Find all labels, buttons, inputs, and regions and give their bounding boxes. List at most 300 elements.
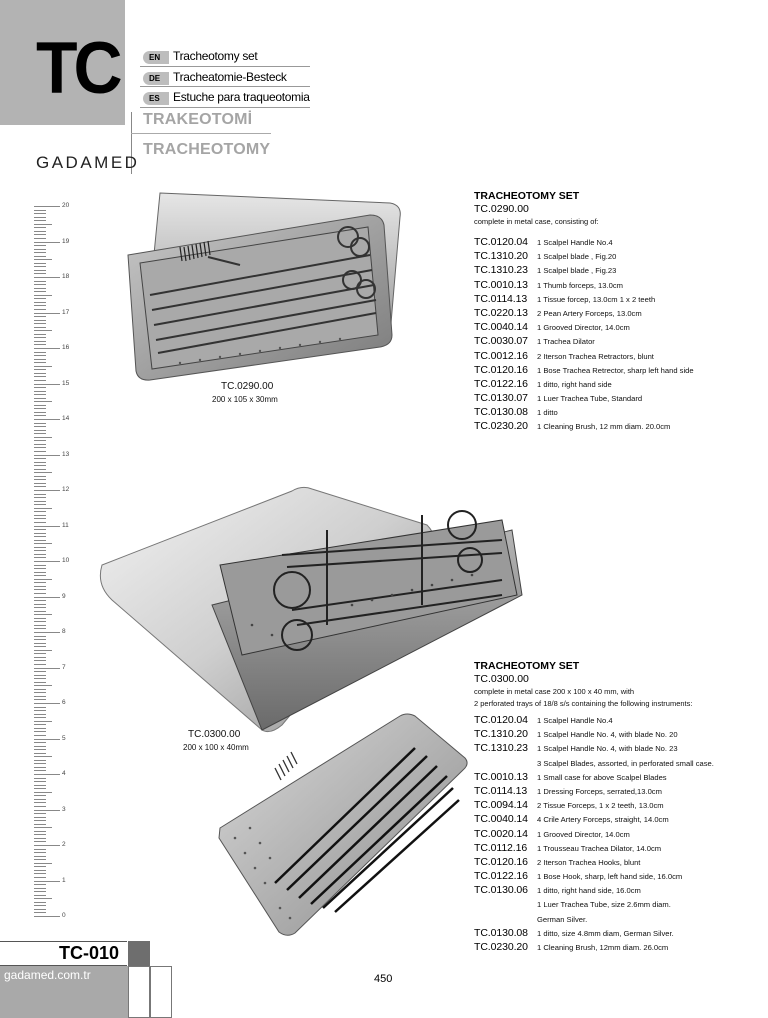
ruler-tick	[34, 533, 46, 534]
product-image-tray	[215, 708, 470, 938]
language-row-en	[140, 46, 310, 67]
ruler-tick	[34, 817, 46, 818]
ruler-tick	[34, 792, 52, 793]
website-url[interactable]: gadamed.com.tr	[4, 968, 91, 982]
list-item	[474, 728, 764, 742]
ruler-tick	[34, 298, 46, 299]
ruler-tick	[34, 891, 46, 892]
ruler-label: 17	[62, 308, 70, 316]
ruler-tick	[34, 263, 46, 264]
item-code: TC.0010.13	[474, 770, 528, 783]
ruler-tick	[34, 568, 46, 569]
item-code: TC.0012.16	[474, 349, 528, 362]
list-item	[474, 757, 764, 771]
ruler-tick	[34, 391, 46, 392]
ruler-tick	[34, 547, 46, 548]
list-item	[474, 406, 764, 420]
ruler-tick	[34, 685, 52, 686]
item-description: 1 Bose Hook, sharp, left hand side, 16.0cm	[537, 872, 683, 882]
ruler-tick	[34, 749, 46, 750]
ruler-label: 20	[62, 202, 70, 209]
ruler-tick	[34, 341, 46, 342]
ruler-tick	[34, 238, 46, 239]
list-item	[474, 927, 764, 941]
ruler-tick	[34, 305, 46, 306]
ruler-tick	[34, 270, 46, 271]
ruler-tick	[34, 660, 46, 661]
ruler-tick	[34, 646, 46, 647]
list-item	[474, 813, 764, 827]
list-item	[474, 392, 764, 406]
ruler-tick	[34, 625, 46, 626]
ruler-tick	[34, 746, 46, 747]
item-code: TC.0120.16	[474, 855, 528, 868]
ruler-tick	[34, 252, 46, 253]
ruler-tick	[34, 334, 46, 335]
item-description: 2 Tissue Forceps, 1 x 2 teeth, 13.0cm	[537, 801, 664, 811]
page-title-english: TRACHEOTOMY	[143, 141, 271, 158]
item-description: 1 Trachea Dilator	[537, 337, 595, 347]
item-description: 1 Bose Trachea Retrector, sharp left hand side	[537, 365, 694, 375]
ruler-tick	[34, 401, 52, 402]
ruler-tick	[34, 696, 46, 697]
ruler-tick	[34, 873, 46, 874]
item-description: 3 Scalpel Blades, assorted, in perforated small case.	[537, 758, 714, 768]
ruler-label: 11	[62, 521, 69, 529]
ruler-tick	[34, 486, 46, 487]
ruler-tick	[34, 355, 46, 356]
list-item	[474, 321, 764, 335]
product-image-tc-0290	[120, 185, 410, 385]
image-caption-code: TC.0290.00	[221, 381, 274, 392]
ruler-tick	[34, 344, 46, 345]
ruler-tick	[34, 405, 46, 406]
set-title: TRACHEOTOMY SET	[474, 190, 580, 202]
ruler-tick	[34, 469, 46, 470]
ruler-tick	[34, 213, 46, 214]
ruler-tick	[34, 742, 46, 743]
list-item	[474, 941, 764, 955]
page-number: 450	[374, 973, 393, 985]
item-list	[474, 236, 764, 435]
product-set-tc-0290	[474, 190, 764, 435]
ruler-tick	[34, 863, 52, 864]
item-description: 1 Scalpel blade , Fig.23	[537, 266, 617, 276]
ruler-tick	[34, 266, 46, 267]
ruler-tick	[34, 501, 46, 502]
ruler-tick	[34, 770, 46, 771]
code-block	[0, 0, 125, 125]
ruler-tick	[34, 636, 46, 637]
list-item	[474, 420, 764, 434]
ruler-tick	[34, 550, 46, 551]
item-description: 1 Luer Trachea Tube, size 2.6mm diam.	[537, 900, 671, 910]
item-code: TC.0122.16	[474, 377, 528, 390]
ruler-tick	[34, 699, 46, 700]
ruler-tick	[34, 572, 46, 573]
item-code: TC.0230.20	[474, 941, 528, 953]
item-description: 2 Pean Artery Forceps, 13.0cm	[537, 308, 642, 318]
item-code: TC.0040.14	[474, 813, 528, 826]
ruler-tick	[34, 582, 46, 583]
ruler-tick	[34, 650, 52, 651]
item-description: 1 Tissue forcep, 13.0cm 1 x 2 teeth	[537, 294, 656, 304]
ruler-tick	[34, 881, 60, 882]
product-set-tc-0300	[474, 660, 764, 955]
ruler-tick	[34, 682, 46, 683]
ruler-tick	[34, 728, 46, 729]
language-row-de	[140, 67, 310, 88]
list-item	[474, 307, 764, 321]
ruler-label: 2	[62, 841, 66, 848]
ruler-tick	[34, 494, 46, 495]
ruler-tick	[34, 281, 46, 282]
item-description: 1 Cleaning Brush, 12 mm diam. 20.0cm	[537, 422, 671, 432]
ruler-tick	[34, 511, 46, 512]
ruler-tick	[34, 348, 60, 349]
ruler-tick	[34, 806, 46, 807]
ruler-tick	[34, 781, 46, 782]
ruler-tick	[34, 369, 46, 370]
ruler-tick	[34, 678, 46, 679]
item-code: TC.1310.23	[474, 742, 528, 755]
ruler-tick	[34, 912, 46, 913]
list-item	[474, 771, 764, 785]
ruler-tick	[34, 284, 46, 285]
item-description: 1 Thumb forceps, 13.0cm	[537, 280, 623, 290]
ruler-tick	[34, 575, 46, 576]
set-code: TC.0290.00	[474, 203, 529, 215]
item-code: TC.0130.06	[474, 884, 528, 897]
list-item	[474, 842, 764, 856]
ruler-tick	[34, 831, 46, 832]
item-list	[474, 714, 764, 955]
item-description: 1 ditto, size 4.8mm diam, German Silver.	[537, 928, 674, 938]
ruler-tick	[34, 707, 46, 708]
ruler-tick	[34, 302, 46, 303]
ruler-tick	[34, 653, 46, 654]
ruler-tick	[34, 462, 46, 463]
ruler-tick	[34, 387, 46, 388]
ruler-tick	[34, 529, 46, 530]
ruler-tick	[34, 607, 46, 608]
page-title-turkish: TRAKEOTOMİ	[143, 111, 253, 128]
item-code: TC.1310.20	[474, 250, 528, 263]
ruler-tick	[34, 820, 46, 821]
ruler-tick	[34, 586, 46, 587]
item-code: TC.0040.14	[474, 321, 528, 334]
ruler-tick	[34, 753, 46, 754]
ruler-tick	[34, 557, 46, 558]
list-item	[474, 279, 764, 293]
ruler-tick	[34, 643, 46, 644]
ruler-tick	[34, 611, 46, 612]
ruler-tick	[34, 774, 60, 775]
measurement-ruler	[34, 202, 74, 926]
ruler-tick	[34, 323, 46, 324]
ruler-tick	[34, 909, 46, 910]
ruler-tick	[34, 320, 46, 321]
ruler-tick	[34, 277, 60, 278]
item-code: TC.0220.13	[474, 306, 528, 319]
ruler-tick	[34, 802, 46, 803]
item-code: TC.0010.13	[474, 278, 528, 291]
footer-decor	[128, 941, 150, 966]
ruler-tick	[34, 856, 46, 857]
ruler-tick	[34, 288, 46, 289]
item-code: TC.0122.16	[474, 870, 528, 883]
ruler-tick	[34, 621, 46, 622]
ruler-tick	[34, 483, 46, 484]
ruler-tick	[34, 884, 46, 885]
ruler-tick	[34, 376, 46, 377]
ruler-tick	[34, 841, 46, 842]
item-description: 1 Scalpel Handle No. 4, with blade No. 20	[537, 730, 678, 740]
ruler-tick	[34, 799, 46, 800]
ruler-tick	[34, 614, 52, 615]
ruler-tick	[34, 536, 46, 537]
ruler-tick	[34, 604, 46, 605]
item-description: 1 Luer Trachea Tube, Standard	[537, 394, 643, 404]
item-code: TC.0094.14	[474, 799, 528, 812]
ruler-tick	[34, 504, 46, 505]
item-code: TC.0120.16	[474, 363, 528, 376]
ruler-tick	[34, 316, 46, 317]
ruler-tick	[34, 838, 46, 839]
ruler-label: 5	[62, 734, 66, 742]
list-item	[474, 884, 764, 898]
language-text: Tracheatomie-Besteck	[173, 69, 287, 84]
ruler-tick	[34, 870, 46, 871]
ruler-label: 12	[62, 486, 70, 493]
ruler-tick	[34, 231, 46, 232]
ruler-tick	[34, 597, 60, 598]
ruler-tick	[34, 273, 46, 274]
ruler-tick	[34, 242, 60, 243]
ruler-tick	[34, 710, 46, 711]
ruler-tick	[34, 256, 46, 257]
image-caption-size: 200 x 105 x 30mm	[212, 395, 278, 404]
divider-horizontal	[131, 133, 271, 134]
item-description: 1 Dressing Forceps, serrated,13.0cm	[537, 786, 662, 796]
item-description: 2 Iterson Trachea Retractors, blunt	[537, 351, 654, 361]
ruler-label: 0	[62, 912, 66, 919]
language-tag: DE	[143, 72, 169, 85]
ruler-tick	[34, 632, 60, 633]
ruler-tick	[34, 735, 46, 736]
language-tag: ES	[143, 92, 169, 105]
ruler-tick	[34, 902, 46, 903]
item-description: 1 ditto, right hand side	[537, 379, 612, 389]
ruler-tick	[34, 767, 46, 768]
ruler-tick	[34, 760, 46, 761]
item-code: TC.0120.04	[474, 236, 528, 248]
ruler-tick	[34, 412, 46, 413]
ruler-tick	[34, 465, 46, 466]
list-item	[474, 250, 764, 264]
ruler-tick	[34, 675, 46, 676]
ruler-tick	[34, 330, 52, 331]
ruler-tick	[34, 739, 60, 740]
ruler-tick	[34, 426, 46, 427]
list-item	[474, 828, 764, 842]
ruler-tick	[34, 593, 46, 594]
ruler-tick	[34, 526, 60, 527]
ruler-tick	[34, 352, 46, 353]
ruler-tick	[34, 437, 52, 438]
ruler-tick	[34, 905, 46, 906]
ruler-label: 3	[62, 805, 66, 813]
ruler-tick	[34, 313, 60, 314]
ruler-tick	[34, 639, 46, 640]
ruler-tick	[34, 877, 46, 878]
item-description: 1 ditto	[537, 408, 558, 418]
ruler-tick	[34, 543, 52, 544]
ruler-tick	[34, 724, 46, 725]
ruler-label: 14	[62, 415, 70, 422]
ruler-tick	[34, 227, 46, 228]
item-code: TC.0114.13	[474, 292, 528, 305]
brand-logo: GADAMED	[36, 153, 140, 172]
item-description: 1 Scalpel Handle No. 4, with blade No. 23	[537, 744, 678, 754]
ruler-tick	[34, 849, 46, 850]
ruler-tick	[34, 415, 46, 416]
ruler-tick	[34, 763, 46, 764]
item-code: TC.0120.04	[474, 714, 528, 726]
ruler-tick	[34, 458, 46, 459]
ruler-tick	[34, 398, 46, 399]
set-description: complete in metal case 200 x 100 x 40 mm, with 2 perforated trays of 18/8 s/s containing the following instruments:	[474, 687, 693, 708]
item-description: 1 Scalpel Handle No.4	[537, 716, 613, 725]
language-text: Estuche para traqueotomia	[173, 90, 310, 104]
ruler-tick	[34, 703, 60, 704]
ruler-tick	[34, 366, 52, 367]
ruler-tick	[34, 472, 52, 473]
list-item	[474, 293, 764, 307]
ruler-tick	[34, 440, 46, 441]
ruler-label: 15	[62, 379, 70, 387]
ruler-tick	[34, 845, 60, 846]
ruler-tick	[34, 565, 46, 566]
ruler-tick	[34, 692, 46, 693]
ruler-tick	[34, 206, 60, 207]
ruler-tick	[34, 714, 46, 715]
ruler-label: 13	[62, 450, 70, 458]
ruler-tick	[34, 916, 60, 917]
item-code: TC.0020.14	[474, 827, 528, 840]
ruler-tick	[34, 508, 52, 509]
item-code: TC.0114.13	[474, 784, 528, 797]
language-row-es	[140, 87, 310, 108]
item-code: TC.0112.16	[474, 841, 528, 854]
ruler-tick	[34, 444, 46, 445]
language-list	[140, 46, 310, 108]
item-description: 2 Iterson Trachea Hooks, blunt	[537, 857, 641, 867]
item-description: 1 Scalpel blade , Fig.20	[537, 252, 617, 262]
list-item	[474, 742, 764, 756]
ruler-label: 8	[62, 628, 66, 635]
page-code: TC-010	[58, 943, 119, 963]
ruler-tick	[34, 898, 52, 899]
list-item	[474, 335, 764, 349]
ruler-tick	[34, 476, 46, 477]
item-description: 1 Cleaning Brush, 12mm diam. 26.0cm	[537, 943, 669, 952]
ruler-tick	[34, 447, 46, 448]
ruler-tick	[34, 756, 52, 757]
image-caption-code: TC.0300.00	[188, 729, 241, 740]
ruler-tick	[34, 490, 60, 491]
ruler-tick	[34, 689, 46, 690]
ruler-tick	[34, 327, 46, 328]
list-item	[474, 856, 764, 870]
item-code: TC.0130.08	[474, 926, 528, 939]
ruler-tick	[34, 671, 46, 672]
ruler-tick	[34, 249, 46, 250]
list-item	[474, 264, 764, 278]
ruler-label: 16	[62, 344, 70, 351]
list-item	[474, 714, 764, 728]
list-item	[474, 364, 764, 378]
item-code: TC.1310.20	[474, 728, 528, 741]
ruler-label: 7	[62, 663, 66, 671]
ruler-tick	[34, 895, 46, 896]
ruler-tick	[34, 362, 46, 363]
ruler-tick	[34, 561, 60, 562]
ruler-tick	[34, 394, 46, 395]
list-item	[474, 898, 764, 912]
ruler-tick	[34, 834, 46, 835]
list-item	[474, 350, 764, 364]
set-code: TC.0300.00	[474, 673, 529, 685]
ruler-tick	[34, 380, 46, 381]
ruler-tick	[34, 384, 60, 385]
item-description: 1 Grooved Director, 14.0cm	[537, 829, 630, 839]
item-code: TC.0030.07	[474, 335, 528, 348]
ruler-tick	[34, 515, 46, 516]
ruler-tick	[34, 628, 46, 629]
ruler-tick	[34, 518, 46, 519]
ruler-tick	[34, 721, 52, 722]
ruler-tick	[34, 579, 52, 580]
ruler-tick	[34, 657, 46, 658]
list-item	[474, 785, 764, 799]
ruler-tick	[34, 359, 46, 360]
list-item	[474, 799, 764, 813]
ruler-tick	[34, 455, 60, 456]
section-code: TC	[36, 27, 119, 110]
ruler-tick	[34, 554, 46, 555]
list-item	[474, 236, 764, 250]
ruler-label: 10	[62, 557, 70, 564]
ruler-tick	[34, 600, 46, 601]
item-code: TC.0130.07	[474, 392, 528, 405]
ruler-tick	[34, 664, 46, 665]
item-description: 1 Scalpel Handle No.4	[537, 238, 613, 247]
ruler-tick	[34, 589, 46, 590]
item-description: 4 Crile Artery Forceps, straight, 14.0cm	[537, 815, 669, 825]
ruler-tick	[34, 859, 46, 860]
ruler-tick	[34, 540, 46, 541]
footer-decor	[150, 966, 172, 1018]
ruler-tick	[34, 423, 46, 424]
list-item	[474, 870, 764, 884]
footer-badge	[0, 941, 127, 966]
ruler-tick	[34, 373, 46, 374]
ruler-tick	[34, 824, 46, 825]
ruler-tick	[34, 497, 46, 498]
ruler-label: 6	[62, 699, 66, 706]
language-text: Tracheotomy set	[173, 49, 258, 63]
